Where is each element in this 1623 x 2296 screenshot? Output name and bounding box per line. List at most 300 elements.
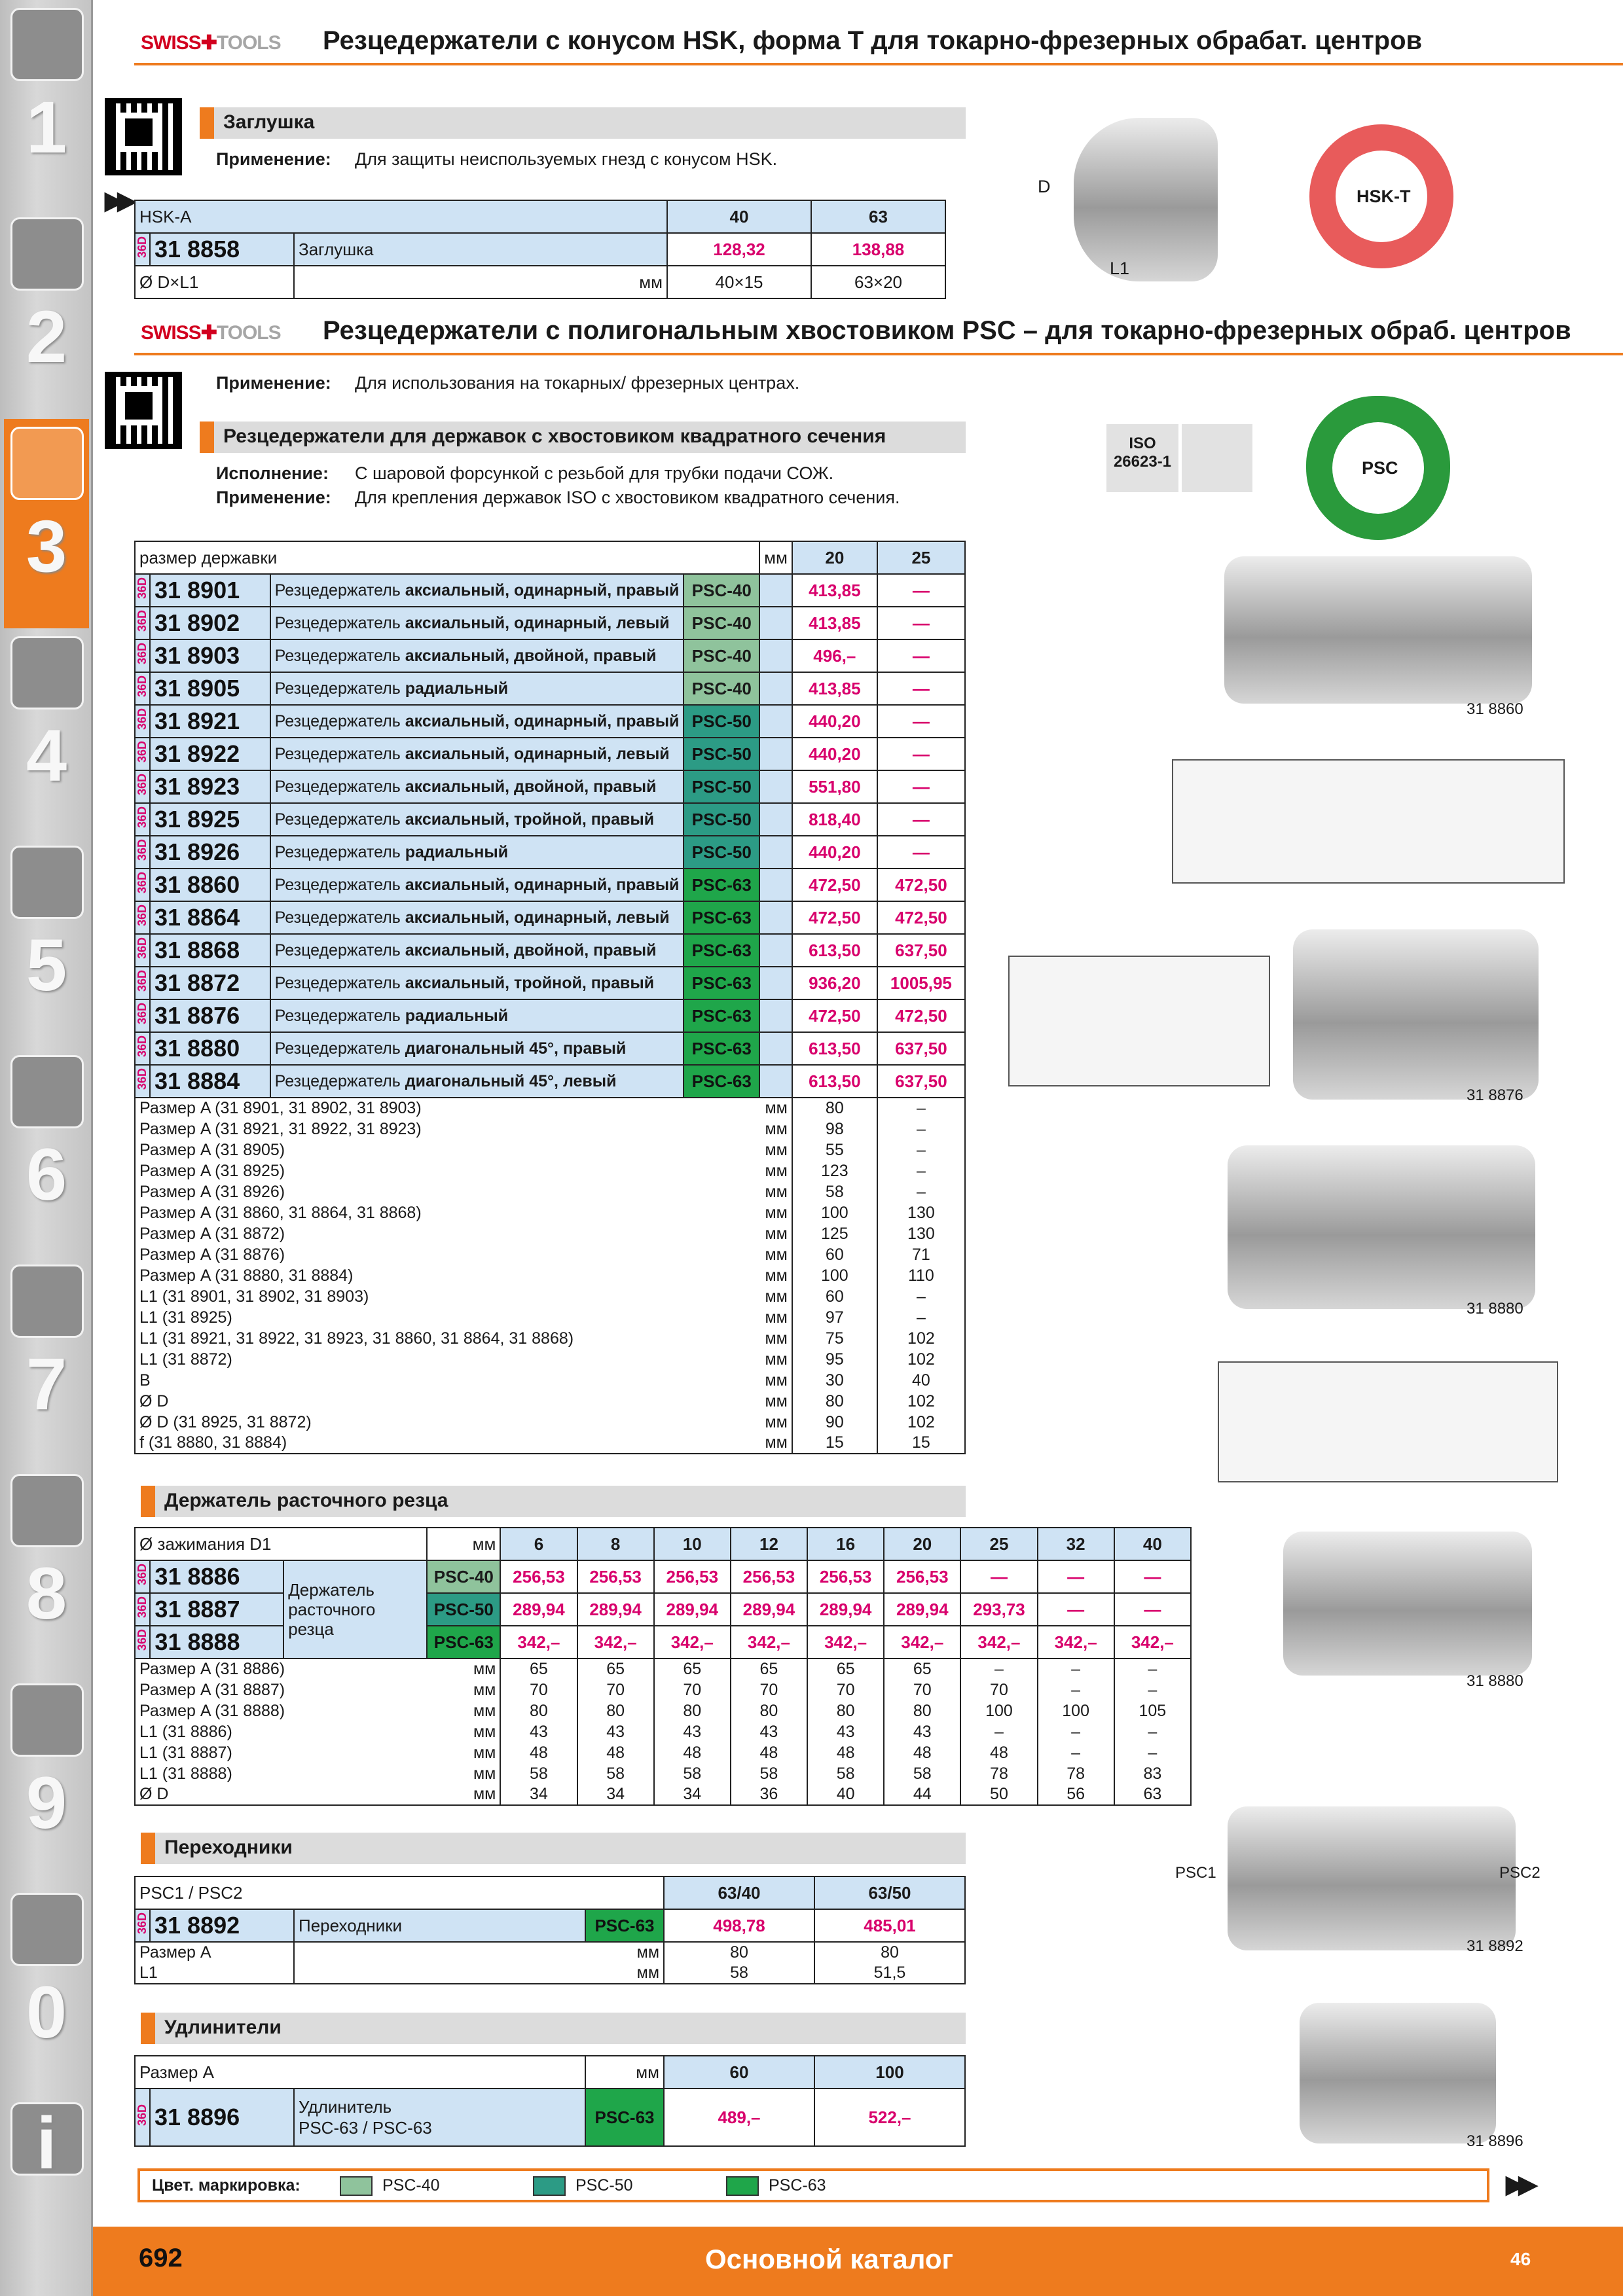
dim-value: 43 <box>807 1721 884 1742</box>
dim-label: Размер A <box>135 1942 294 1963</box>
section-icon <box>10 1474 84 1547</box>
section-sidebar <box>0 0 93 2296</box>
price: 936,20 <box>792 967 877 999</box>
price: 342,– <box>577 1626 654 1659</box>
article-number[interactable]: 31 8903 <box>150 639 270 672</box>
price: 489,– <box>664 2089 814 2146</box>
image-caption: 31 8892 <box>1467 1937 1523 1955</box>
tag-label: 36D <box>136 642 149 665</box>
price: 256,53 <box>500 1560 577 1593</box>
unit: мм <box>759 1328 792 1349</box>
forward-arrow-icon: ▶▶ <box>105 187 130 215</box>
sidebar-tab-1[interactable] <box>4 0 89 209</box>
dim-value: 34 <box>654 1784 731 1805</box>
section-icon <box>10 217 84 291</box>
psc-badge: PSC-50 <box>684 803 759 836</box>
dim-label: Размер A (31 8926) <box>135 1181 759 1202</box>
sidebar-tab-8[interactable] <box>4 1466 89 1676</box>
dim-row <box>135 1265 965 1286</box>
price: 551,80 <box>792 770 877 803</box>
unit: мм <box>759 1307 792 1328</box>
price: 440,20 <box>792 738 877 770</box>
dim-value: 34 <box>577 1784 654 1805</box>
article-number[interactable]: 31 8888 <box>150 1626 283 1659</box>
dim-value: 80 <box>500 1700 577 1721</box>
tag-label: 36D <box>136 1563 149 1586</box>
version-label: Исполнение: <box>216 463 329 483</box>
dim-value: 70 <box>654 1679 731 1700</box>
price: — <box>960 1560 1037 1593</box>
psc40-swatch <box>340 2176 373 2196</box>
price: 613,50 <box>792 1032 877 1065</box>
price: 818,40 <box>792 803 877 836</box>
price: — <box>877 770 965 803</box>
article-number[interactable]: 31 8896 <box>150 2089 294 2146</box>
dim-value: 70 <box>884 1679 960 1700</box>
dim-value: 44 <box>884 1784 960 1805</box>
price: 413,85 <box>792 607 877 639</box>
article-number[interactable]: 31 8876 <box>150 999 270 1032</box>
dim-row <box>135 1433 965 1454</box>
dim-value: 40 <box>877 1370 965 1391</box>
size-header: 20 <box>884 1528 960 1560</box>
dim-value: 40 <box>807 1784 884 1805</box>
dim-value: 63 <box>1114 1784 1191 1805</box>
tag-label: 36D <box>136 1912 149 1935</box>
product-name: Резцедержатель аксиальный, двойной, правый <box>270 934 684 967</box>
dim-value: 80 <box>664 1942 814 1963</box>
section-icon <box>10 1893 84 1966</box>
sidebar-tab-number: 1 <box>26 86 67 168</box>
psc2-label: PSC2 <box>1499 1864 1541 1882</box>
dim-row <box>135 1784 1191 1805</box>
size-header: 16 <box>807 1528 884 1560</box>
subsection-boring-holder: Держатель расточного резца <box>141 1486 966 1517</box>
dim-value: 40×15 <box>667 266 811 298</box>
table-row <box>135 607 965 639</box>
price: 472,50 <box>792 901 877 934</box>
price: 342,– <box>500 1626 577 1659</box>
use-text: Для крепления державок ISO с хвостовиком квадратного сечения. <box>355 488 900 507</box>
dim-value: 83 <box>1114 1763 1191 1784</box>
price: 1005,95 <box>877 967 965 999</box>
dim-value: 130 <box>877 1202 965 1223</box>
use-label: Применение: <box>216 373 331 393</box>
price: 342,– <box>654 1626 731 1659</box>
price: 413,85 <box>792 672 877 705</box>
price: 498,78 <box>664 1909 814 1942</box>
plug-image <box>1074 118 1218 281</box>
unit: мм <box>759 1370 792 1391</box>
price: 472,50 <box>877 999 965 1032</box>
dim-value: 36 <box>731 1784 807 1805</box>
dim-value: 60 <box>792 1244 877 1265</box>
size-header: 10 <box>654 1528 731 1560</box>
dim-label: L1 <box>135 1963 294 1984</box>
dim-label: L1 (31 8872) <box>135 1349 759 1370</box>
table-row <box>135 869 965 901</box>
product-name: Резцедержатель радиальный <box>270 836 684 869</box>
price: 256,53 <box>807 1560 884 1593</box>
price: — <box>1114 1560 1191 1593</box>
product-name: Резцедержатель аксиальный, тройной, правый <box>270 803 684 836</box>
price: 256,53 <box>577 1560 654 1593</box>
size-header: 6 <box>500 1528 577 1560</box>
tag-label: 36D <box>136 1002 149 1025</box>
dim-d-label: D <box>1038 177 1051 196</box>
table-row <box>135 836 965 869</box>
dim-row <box>135 1139 965 1160</box>
coolant-icon <box>1182 424 1252 492</box>
sidebar-tab-2[interactable] <box>4 209 89 419</box>
dim-value: 51,5 <box>814 1963 965 1984</box>
tag-label: 36D <box>136 773 149 796</box>
price: — <box>877 705 965 738</box>
psc-badge: PSC-63 <box>585 1909 664 1942</box>
sidebar-tab-0[interactable] <box>4 1885 89 2094</box>
table-header: размер державки <box>135 541 759 574</box>
tag-label: 36D <box>136 871 149 894</box>
dim-value: 48 <box>960 1742 1037 1763</box>
size-header: 32 <box>1038 1528 1114 1560</box>
dim-value: 98 <box>792 1119 877 1139</box>
dim-value: – <box>877 1098 965 1119</box>
dim-l1-label: L1 <box>1110 259 1130 278</box>
adapter-image <box>1228 1806 1516 1950</box>
price: 472,50 <box>877 869 965 901</box>
unit: мм <box>759 1119 792 1139</box>
sidebar-tab-5[interactable] <box>4 838 89 1047</box>
sidebar-tab-4[interactable] <box>4 628 89 838</box>
dim-value: 123 <box>792 1160 877 1181</box>
dim-value: 65 <box>807 1659 884 1679</box>
use-label: Применение: <box>216 488 331 507</box>
article-number[interactable]: 31 8872 <box>150 967 270 999</box>
iso-badge: ISO 26623-1 <box>1106 424 1178 492</box>
dim-row <box>135 1659 1191 1679</box>
psc63-swatch <box>726 2176 759 2196</box>
price: — <box>1114 1593 1191 1626</box>
table-row <box>135 672 965 705</box>
product-name: Резцедержатель аксиальный, одинарный, правый <box>270 574 684 607</box>
unit: мм <box>759 1433 792 1454</box>
size-header: 63/40 <box>664 1876 814 1909</box>
price: 289,94 <box>500 1593 577 1626</box>
size-header: 12 <box>731 1528 807 1560</box>
qr-code[interactable] <box>105 98 182 175</box>
article-number[interactable]: 31 8925 <box>150 803 270 836</box>
tag-label: 36D <box>136 904 149 927</box>
unit: мм <box>427 1528 500 1560</box>
size-header: 40 <box>667 200 811 233</box>
psc-badge: PSC-50 <box>427 1593 500 1626</box>
psc-badge: PSC-40 <box>684 574 759 607</box>
unit: мм <box>759 541 792 574</box>
table-row <box>135 1032 965 1065</box>
price: — <box>877 639 965 672</box>
dim-label: L1 (31 8887) <box>135 1742 427 1763</box>
psc-badge: PSC-63 <box>427 1626 500 1659</box>
plug-table <box>134 200 946 299</box>
unit: мм <box>294 266 667 298</box>
dim-row <box>135 1307 965 1328</box>
tag-label: 36D <box>136 708 149 730</box>
dim-value: 78 <box>960 1763 1037 1784</box>
sidebar-tab-6[interactable] <box>4 1047 89 1257</box>
dim-label: Ø D <box>135 1784 427 1805</box>
extensions-table <box>134 2055 966 2147</box>
psc-badge: PSC-40 <box>427 1560 500 1593</box>
dim-label: L1 (31 8925) <box>135 1307 759 1328</box>
image-caption: 31 8880 <box>1467 1672 1523 1690</box>
unit: мм <box>294 1963 664 1984</box>
dim-value: 58 <box>792 1181 877 1202</box>
section-icon <box>10 427 84 500</box>
unit: мм <box>759 1098 792 1119</box>
dim-row <box>135 1223 965 1244</box>
dim-label: L1 (31 8886) <box>135 1721 427 1742</box>
price: — <box>877 803 965 836</box>
article-number[interactable]: 31 8884 <box>150 1065 270 1098</box>
dim-value: – <box>960 1659 1037 1679</box>
price: — <box>877 574 965 607</box>
size-header: 100 <box>814 2056 965 2089</box>
psc-badge: PSC-63 <box>585 2089 664 2146</box>
technical-drawing <box>1218 1361 1558 1482</box>
dim-value: 105 <box>1114 1700 1191 1721</box>
subsection-adapters: Переходники <box>141 1833 966 1864</box>
dim-value: 100 <box>792 1265 877 1286</box>
article-number[interactable]: 31 8901 <box>150 574 270 607</box>
dim-row <box>135 1700 1191 1721</box>
dim-value: 43 <box>654 1721 731 1742</box>
dim-value: 130 <box>877 1223 965 1244</box>
dim-label: Ø D (31 8925, 31 8872) <box>135 1412 759 1433</box>
price: 342,– <box>960 1626 1037 1659</box>
dim-value: 102 <box>877 1328 965 1349</box>
article-number[interactable]: 31 8864 <box>150 901 270 934</box>
dim-label: Размер A (31 8886) <box>135 1659 427 1679</box>
price: 485,01 <box>814 1909 965 1942</box>
price: 440,20 <box>792 705 877 738</box>
subsection-plug-title: Заглушка <box>200 107 966 139</box>
price: 637,50 <box>877 1065 965 1098</box>
price: 289,94 <box>884 1593 960 1626</box>
section-icon <box>10 1055 84 1128</box>
product-name: Держатель расточного резца <box>283 1560 427 1659</box>
unit: мм <box>427 1742 500 1763</box>
tag-label: 36D <box>136 236 149 259</box>
psc-badge: PSC-63 <box>684 999 759 1032</box>
size-header: 25 <box>877 541 965 574</box>
next-page-arrow-icon[interactable]: ▶▶ <box>1506 2171 1531 2198</box>
price: 128,32 <box>667 233 811 266</box>
table-row <box>135 967 965 999</box>
sidebar-tab-7[interactable] <box>4 1257 89 1466</box>
dim-value: 80 <box>731 1700 807 1721</box>
size-header: 25 <box>960 1528 1037 1560</box>
dim-value: 48 <box>807 1742 884 1763</box>
sidebar-tab-number: 7 <box>26 1343 67 1425</box>
dim-label: L1 (31 8901, 31 8902, 31 8903) <box>135 1286 759 1307</box>
dim-value: 58 <box>577 1763 654 1784</box>
product-name: Резцедержатель аксиальный, одинарный, левый <box>270 738 684 770</box>
price: 289,94 <box>577 1593 654 1626</box>
hsk-t-label: HSK-T <box>1357 187 1411 206</box>
article-number[interactable]: 31 8868 <box>150 934 270 967</box>
dim-label: L1 (31 8888) <box>135 1763 427 1784</box>
table-row <box>135 770 965 803</box>
price: — <box>877 738 965 770</box>
article-number[interactable]: 31 8858 <box>150 233 294 266</box>
tag-label: 36D <box>136 577 149 600</box>
section-icon <box>10 8 84 81</box>
psc-badge: PSC-50 <box>684 738 759 770</box>
dim-value: 48 <box>577 1742 654 1763</box>
dim-row <box>135 1160 965 1181</box>
psc-badge: PSC-40 <box>684 672 759 705</box>
price: 342,– <box>884 1626 960 1659</box>
dim-value: 100 <box>792 1202 877 1223</box>
use-text: Для использования на токарных/ фрезерных центрах. <box>355 373 800 393</box>
dim-row <box>135 1742 1191 1763</box>
subsection-extensions: Удлинители <box>141 2013 966 2044</box>
price: 342,– <box>1038 1626 1114 1659</box>
dim-value: – <box>1038 1721 1114 1742</box>
tag-label: 36D <box>136 675 149 698</box>
adapters-table <box>134 1876 966 1984</box>
unit: мм <box>759 1265 792 1286</box>
sidebar-tab-number: i <box>36 2102 57 2184</box>
dim-value: 78 <box>1038 1763 1114 1784</box>
dim-row <box>135 1328 965 1349</box>
product-name: Резцедержатель радиальный <box>270 672 684 705</box>
section2-title: Резцедержатели с полигональным хвостовиком PSC – для токарно-фрезерных обраб. центров <box>323 316 1571 345</box>
unit: мм <box>759 1202 792 1223</box>
tag-label: 36D <box>136 1067 149 1090</box>
image-caption: 31 8860 <box>1467 700 1523 718</box>
sidebar-tab-9[interactable] <box>4 1676 89 1885</box>
price: 138,88 <box>811 233 945 266</box>
dim-value: 65 <box>884 1659 960 1679</box>
dim-value: 75 <box>792 1328 877 1349</box>
price: 256,53 <box>731 1560 807 1593</box>
dim-value: 70 <box>577 1679 654 1700</box>
price: 613,50 <box>792 934 877 967</box>
price: 342,– <box>1114 1626 1191 1659</box>
tag-label: 36D <box>136 1628 149 1651</box>
price: — <box>877 607 965 639</box>
dim-value: 80 <box>654 1700 731 1721</box>
dim-value: 56 <box>1038 1784 1114 1805</box>
dim-row <box>135 1286 965 1307</box>
dim-value: – <box>1114 1742 1191 1763</box>
holder-image-318876 <box>1293 929 1539 1100</box>
price: 472,50 <box>877 901 965 934</box>
legend-item: PSC-63 <box>769 2176 826 2195</box>
holders-table <box>134 541 966 1454</box>
tag-label: 36D <box>136 2104 149 2126</box>
psc-badge: PSC-63 <box>684 1065 759 1098</box>
article-number[interactable]: 31 8902 <box>150 607 270 639</box>
technical-drawing <box>1008 956 1270 1086</box>
dim-value: 60 <box>792 1286 877 1307</box>
unit: мм <box>294 1942 664 1963</box>
psc-badge: PSC-63 <box>684 967 759 999</box>
article-number[interactable]: 31 8880 <box>150 1032 270 1065</box>
tag-label: 36D <box>136 1596 149 1619</box>
unit: мм <box>759 1160 792 1181</box>
size-header: 63 <box>811 200 945 233</box>
product-name: Резцедержатель аксиальный, тройной, правый <box>270 967 684 999</box>
product-name: PSC-63 / PSC-63 <box>299 2118 432 2138</box>
article-number[interactable]: 31 8892 <box>150 1909 294 1942</box>
dim-row <box>135 1244 965 1265</box>
article-number[interactable]: 31 8886 <box>150 1560 283 1593</box>
sidebar-tab-i[interactable] <box>4 2094 89 2238</box>
dim-value: 65 <box>731 1659 807 1679</box>
legend-item: PSC-50 <box>575 2176 633 2195</box>
sidebar-tab-number: 4 <box>26 715 67 797</box>
product-name: Резцедержатель аксиальный, одинарный, правый <box>270 705 684 738</box>
swisstools-logo: SWISS✚TOOLS <box>141 322 281 344</box>
dim-value: 65 <box>577 1659 654 1679</box>
qr-code[interactable] <box>105 372 182 449</box>
price: 256,53 <box>654 1560 731 1593</box>
unit: мм <box>427 1659 500 1679</box>
article-number[interactable]: 31 8921 <box>150 705 270 738</box>
dim-row <box>135 1202 965 1223</box>
dim-value: 48 <box>654 1742 731 1763</box>
dim-value: 15 <box>792 1433 877 1454</box>
dim-value: – <box>960 1721 1037 1742</box>
psc-badge: PSC-50 <box>684 836 759 869</box>
dim-value: – <box>877 1286 965 1307</box>
price: 637,50 <box>877 1032 965 1065</box>
article-number[interactable]: 31 8926 <box>150 836 270 869</box>
article-number[interactable]: 31 8922 <box>150 738 270 770</box>
page-number: 692 <box>139 2244 183 2272</box>
dim-label: Размер A (31 8921, 31 8922, 31 8923) <box>135 1119 759 1139</box>
dim-label: Размер A (31 8860, 31 8864, 31 8868) <box>135 1202 759 1223</box>
dim-value: 102 <box>877 1391 965 1412</box>
dim-value: 43 <box>577 1721 654 1742</box>
image-caption: 31 8896 <box>1467 2132 1523 2150</box>
dim-value: 80 <box>577 1700 654 1721</box>
table-row <box>135 738 965 770</box>
sidebar-tab-3[interactable] <box>4 419 89 628</box>
article-number[interactable]: 31 8905 <box>150 672 270 705</box>
dim-value: 95 <box>792 1349 877 1370</box>
dim-value: 71 <box>877 1244 965 1265</box>
sidebar-tab-number: 6 <box>26 1134 67 1215</box>
dim-row <box>135 1370 965 1391</box>
dim-value: 58 <box>731 1763 807 1784</box>
subsection-square-holders: Резцедержатели для державок с хвостовиком квадратного сечения <box>200 422 966 453</box>
sidebar-tab-number: 5 <box>26 924 67 1006</box>
article-number[interactable]: 31 8860 <box>150 869 270 901</box>
swisstools-logo: SWISS✚TOOLS <box>141 32 281 54</box>
dim-value: 70 <box>960 1679 1037 1700</box>
article-number[interactable]: 31 8887 <box>150 1593 283 1626</box>
dim-value: 58 <box>664 1963 814 1984</box>
dim-value: 30 <box>792 1370 877 1391</box>
article-number[interactable]: 31 8923 <box>150 770 270 803</box>
price: 496,– <box>792 639 877 672</box>
size-header: 8 <box>577 1528 654 1560</box>
table-row <box>135 803 965 836</box>
dim-value: 65 <box>500 1659 577 1679</box>
